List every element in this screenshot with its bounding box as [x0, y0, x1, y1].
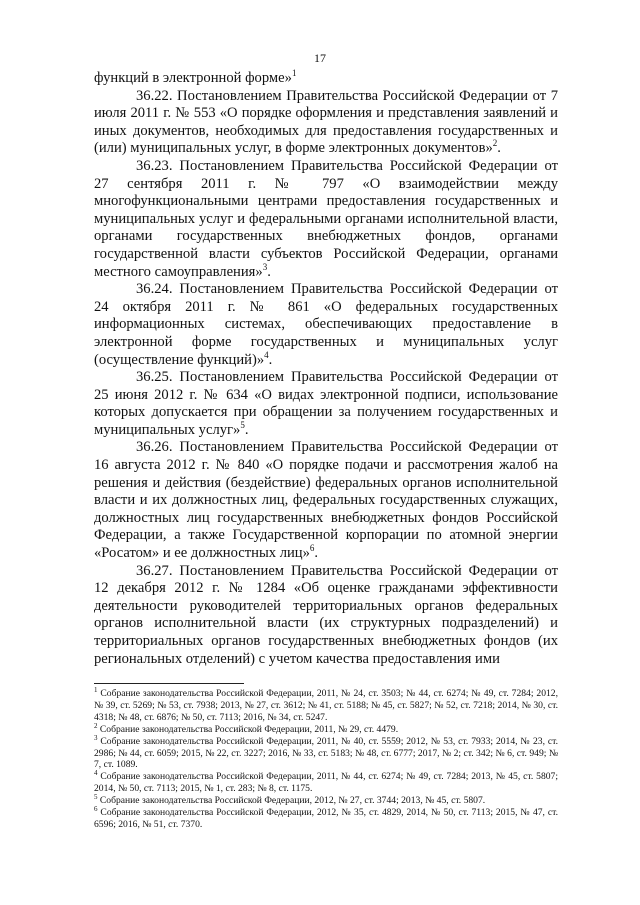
footnote-text: Собрание законодательства Российской Федерации, 2012, № 27, ст. 3744; 2013, № 45, ст. 5807. [99, 795, 486, 807]
footnote-number: 1 [94, 685, 98, 694]
footnote-ref: 4 [264, 349, 269, 360]
footnote-number: 6 [94, 804, 98, 813]
paragraph-36-26: 36.26. Постановлением Правительства Российской Федерации от 16 августа 2012 г. № 840 «О порядке подачи и рассмотрения жалоб на решения и действия (бездействие) федеральных органов исполнительной власти и их должностных лиц, федеральных государственных служащих, должностных лиц государственных внебюджетных фондов Российской Федерации, а также Государственной корпорации по атомной энергии «Росатом» и ее должностных лиц»$^6$. [94, 439, 558, 562]
footnote-2 [94, 721, 558, 736]
body-text [94, 70, 558, 668]
paragraph-36-22: 36.22. Постановлением Правительства Российской Федерации от 7 июля 2011 г. № 553 «О порядке оформления и представления заявлений и иных документов, необходимых для предоставления государственных и (или) муниципальных услуг, в форме электронных документов»$^2$. [94, 87, 558, 157]
footnote-text: Собрание законодательства Российской Федерации, 2011, № 44, ст. 6274; № 49, ст. 7284; 2013, № 45, ст. 5807; 2014, № 50, ст. 7113; 2015, № 1, ст. 283; № 8, ст. 1175. [94, 771, 558, 795]
paragraph-text: 36.27. Постановлением Правительства Российской Федерации от 12 декабря 2012 г. № 1284 «Об оценке гражданами эффективности деятельности руководителей территориальных органов федеральных органов исполнительной власти (их структурных подразделений) и территориальных органов государственных внебюджетных фондов (их региональных отделений) с учетом качества предоставления ими [94, 562, 558, 667]
paragraph-36-23: 36.23. Постановлением Правительства Российской Федерации от 27 сентября 2011 г. № 797 «О взаимодействии между многофункциональными центрами предоставления государственных и муниципальных услуг и федеральными органами исполнительной власти, органами государственных внебюджетных фондов, органами государственной власти субъектов Российской Федерации, органами местного самоуправления»$^3$. [94, 157, 558, 280]
footnote-text: Собрание законодательства Российской Федерации, 2012, № 35, ст. 4829, 2014, № 50, ст. 7113; 2015, № 47, ст. 6596; 2016, № 51, ст. 7370. [94, 807, 558, 830]
footnote-ref: 3 [262, 261, 268, 272]
footnote-text: Собрание законодательства Российской Федерации, 2011, № 40, ст. 5559; 2012, № 53, ст. 7933; 2014, № 23, ст. 2986; № 44, ст. 6059; 2015, № 22, ст. 3227; 2016, № 33, ст. 5183; № 48, ст. 6777; 2017, № 2; ст. 342; № 6, ст. 949; № 7, ст. 1089. [94, 735, 558, 771]
footnote-number: 3 [94, 733, 98, 742]
footnote-text: Собрание законодательства Российской Федерации, 2011, № 24, ст. 3503; № 44, ст. 6274; № 49, ст. 7284; 2012, № 39, ст. 5269; № 53, ст. 7938; 2013, № 27, ст. 3612; № 41, ст. 5188; № 45, ст. 5827; № 52, ст. 7218; 2014, № 30, ст. 4318; № 48, ст. 6876; № 50, ст. 7113; 2016, № 34, ст. 5247. [94, 688, 558, 723]
footnote-number: 5 [94, 792, 98, 801]
footnote-ref: 1 [291, 68, 297, 79]
footnotes [94, 685, 558, 831]
footnote-6 [94, 804, 558, 831]
paragraph-text: 36.26. Постановлением Правительства Российской Федерации от 16 августа 2012 г. № 840 «О порядке подачи и рассмотрения жалоб на решения и действия (бездействие) федеральных органов исполнительной власти и их должностных лиц, федеральных государственных служащих, должностных лиц государственных внебюджетных фондов Российской Федерации, а также Государственной корпорации по атомной энергии «Росатом» и ее должностных лиц» [94, 439, 558, 562]
paragraph-text: 36.24. Постановлением Правительства Российской Федерации от 24 октября 2011 г. № 861 «О федеральных государственных информационных системах, обеспечивающих предоставление в электронной форме государственных и муниципальных услуг (осуществление функций)» [94, 281, 558, 368]
footnote-text: Собрание законодательства Российской Федерации, 2011, № 29, ст. 4479. [99, 723, 399, 735]
paragraph-36-27 [94, 563, 558, 669]
paragraph-text: 36.25. Постановлением Правительства Российской Федерации от 25 июня 2012 г. № 634 «О видах электронной подписи, использование которых допускается при обращении за получением государственных и муниципальных услуг» [94, 369, 558, 438]
paragraph-text: функций в электронной форме» [94, 70, 292, 86]
footnote-1 [94, 685, 558, 724]
paragraph-36-25: 36.25. Постановлением Правительства Российской Федерации от 25 июня 2012 г. № 634 «О видах электронной подписи, использование которых допускается при обращении за получением государственных и муниципальных услуг»$^5$. [94, 369, 558, 438]
paragraph-text: 36.22. Постановлением Правительства Российской Федерации от 7 июля 2011 г. № 553 «О порядке оформления и представления заявлений и иных документов, необходимых для предоставления государственных и (или) муниципальных услуг, в форме электронных документов» [94, 87, 558, 157]
footnote-number: 2 [94, 721, 98, 730]
paragraph-36-24: 36.24. Постановлением Правительства Российской Федерации от 24 октября 2011 г. № 861 «О федеральных государственных информационных системах, обеспечивающих предоставление в электронной форме государственных и муниципальных услуг (осуществление функций)»$^4$. [94, 281, 558, 368]
footnote-ref: 5 [240, 420, 245, 431]
footnote-ref: 6 [309, 543, 315, 554]
paragraph-text: 36.23. Постановлением Правительства Российской Федерации от 27 сентября 2011 г. № 797 «О взаимодействии между многофункциональными центрами предоставления государственных и муниципальных услуг и федеральными органами исполнительной власти, органами государственных внебюджетных фондов, органами государственной власти субъектов Российской Федерации, органами местного самоуправления» [94, 157, 558, 280]
page-number: 17 [314, 51, 326, 65]
paragraph-continuation [94, 70, 558, 88]
footnote-number: 4 [94, 769, 98, 778]
footnote-4 [94, 771, 558, 795]
footnote-3 [94, 733, 558, 772]
footnote-ref: 2 [492, 138, 498, 149]
footnote-divider [94, 683, 244, 684]
footnote-5 [94, 792, 558, 807]
